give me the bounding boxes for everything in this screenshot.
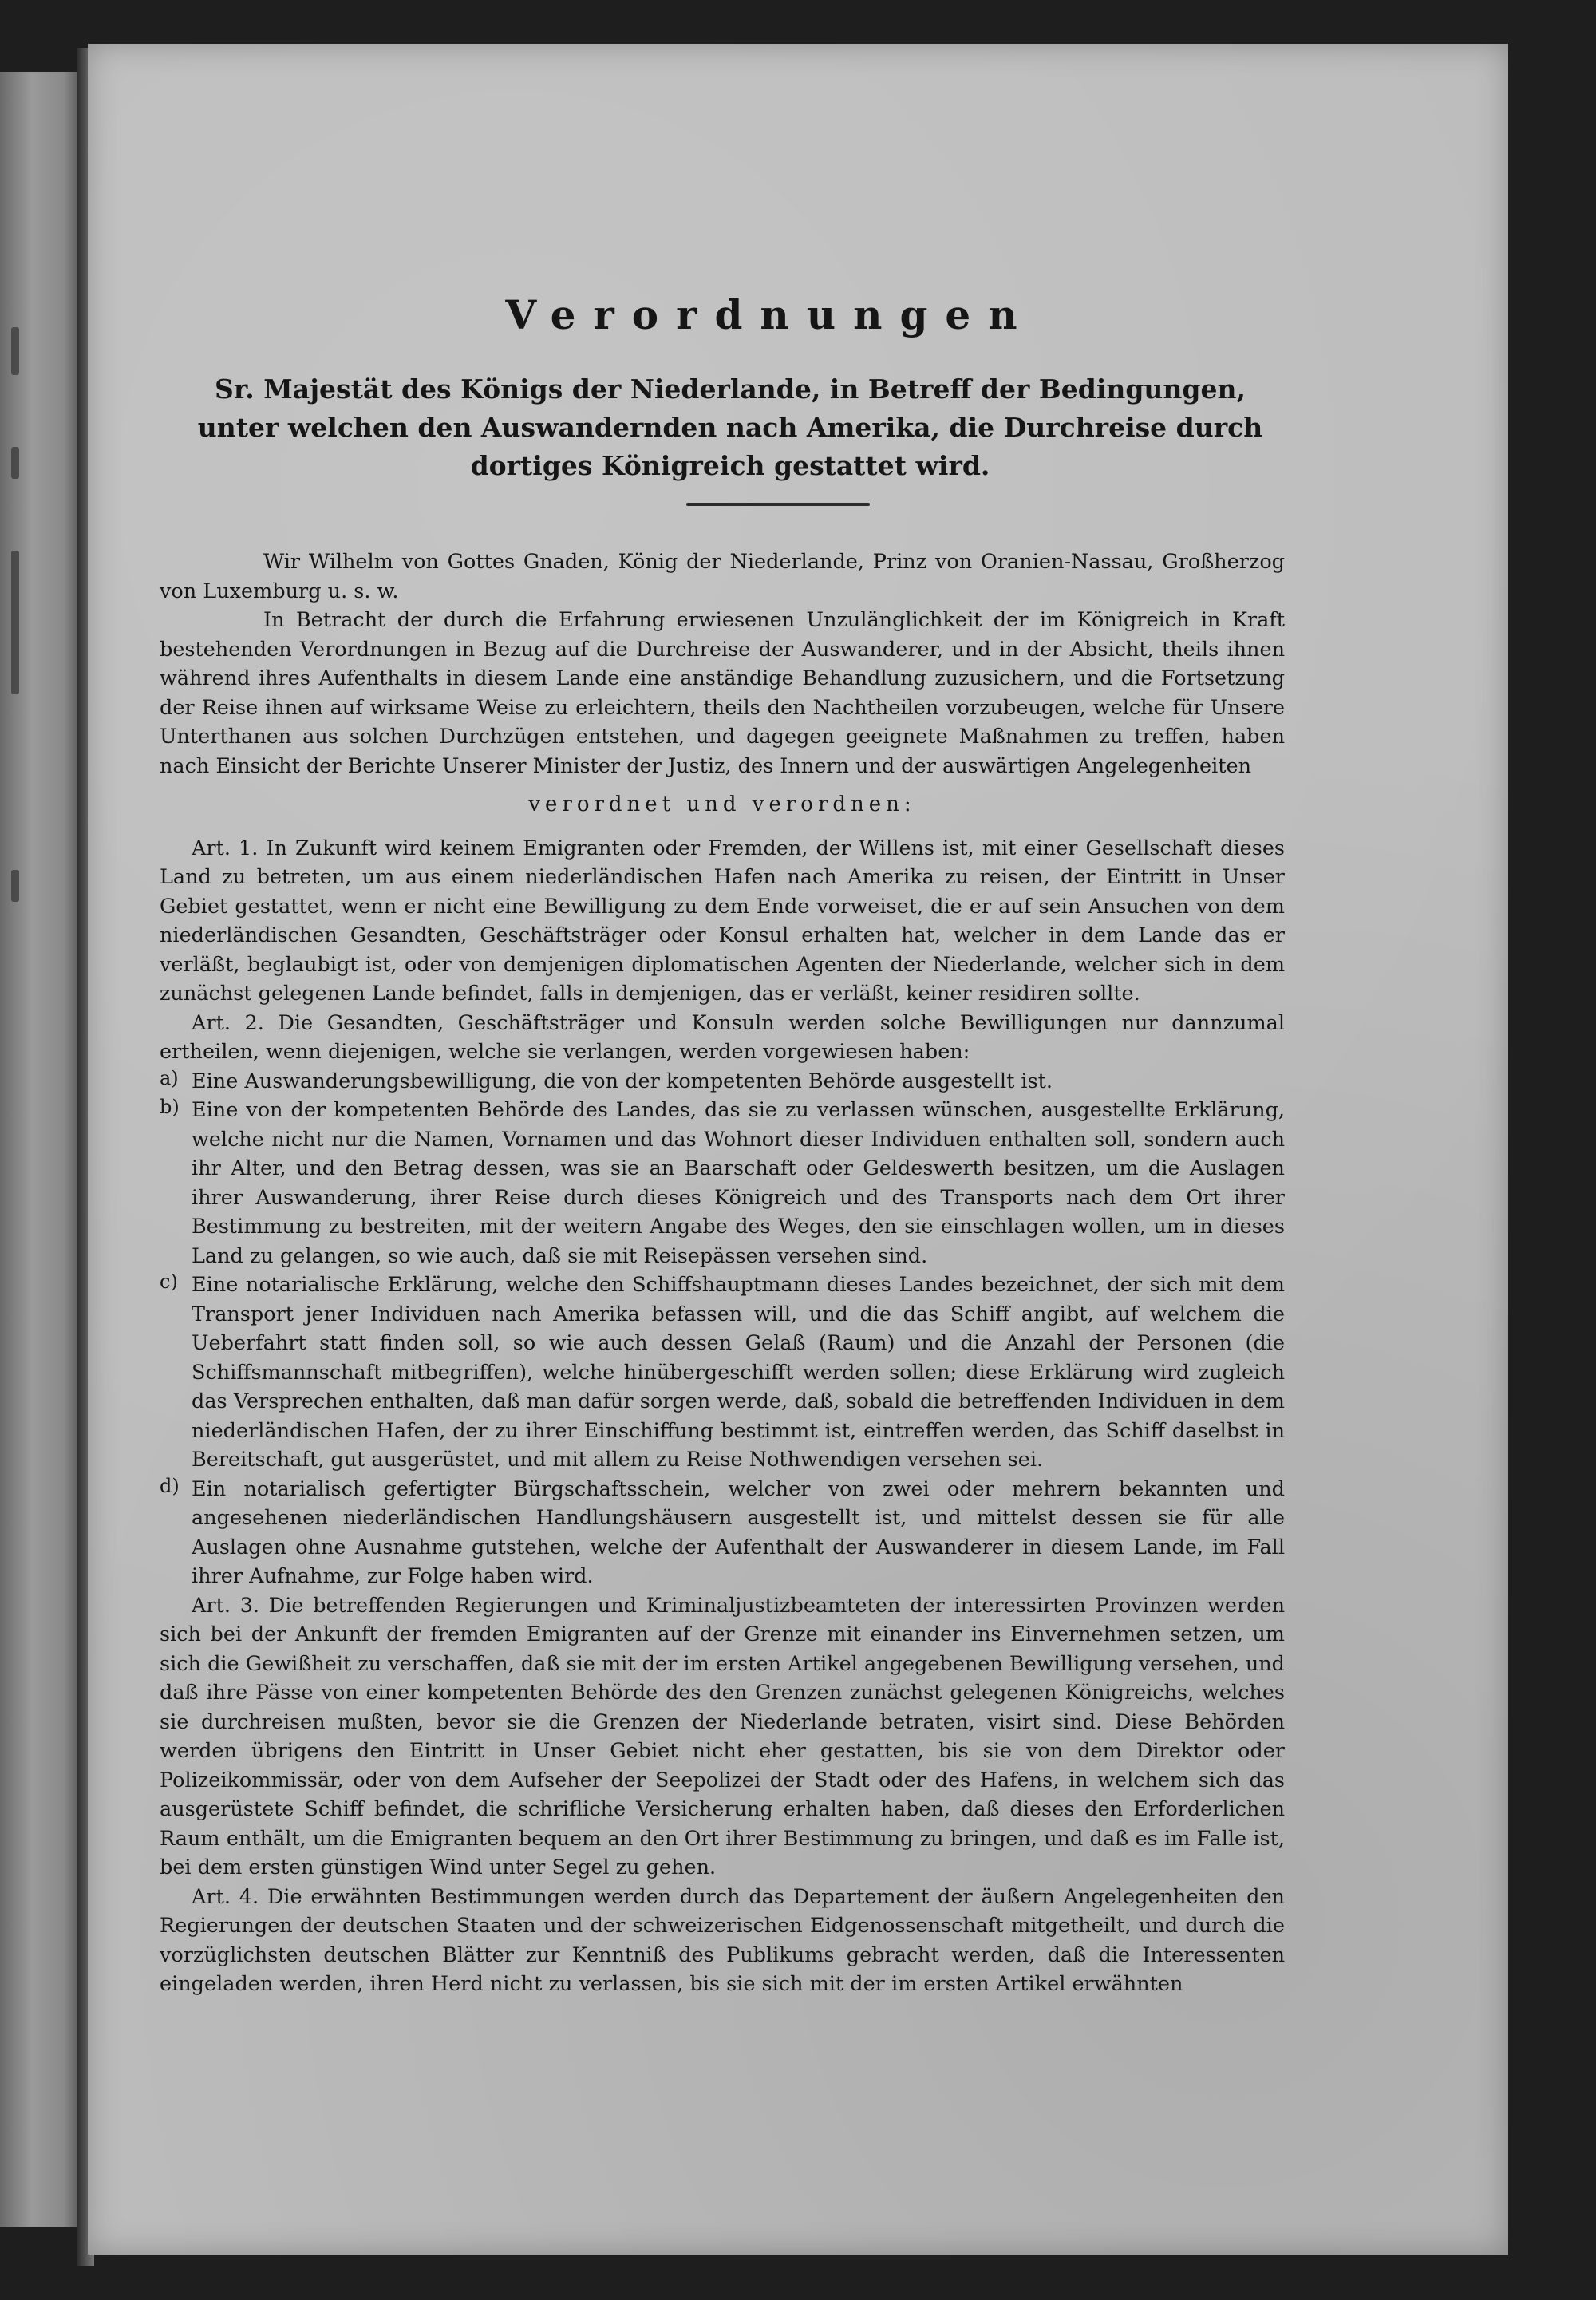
item-text: Eine Auswanderungsbewilligung, die von der kompetenten Behörde ausgestellt ist. [192,1069,1053,1093]
article-4: Art. 4. Die erwähnten Bestimmungen werden durch das Departement der äußern Angelegenheiten den Regierungen der deutschen Staaten und der schweizerischen Eidgenossenschaft mitgetheilt, und durch die vorzüglichsten deutschen Blätter zur Kenntniß des Publikums gebracht werden, daß die Interessenten eingeladen werden, ihren Herd nicht zu verlassen, bis sie sich mit der im ersten Artikel erwähnten [160,1884,1285,1996]
item-text: Ein notarialisch gefertigter Bürgschaftsschein, welcher von zwei oder mehrern bekannten und angesehenen niederländischen Handlungshäusern ausgestellt ist, und mittelst dessen sie für alle Auslagen ohne Ausnahme gutstehen, welche der Aufenthalt der Auswanderer in diesem Lande, im Fall ihrer Aufnahme, zur Folge haben wird. [192,1476,1285,1588]
article-2: Art. 2. Die Gesandten, Geschäftsträger und Konsuln werden solche Bewilligungen nur dannzumal ertheilen, wenn diejenigen, welche sie verlangen, werden vorgewiesen haben: [160,1010,1285,1064]
item-label: b) [160,1096,180,1118]
list-item [160,1271,1285,1475]
list-item [160,1475,1285,1591]
document-subtitle: Sr. Majestät des Königs der Niederlande, in Betreff der Bedingungen, unter welchen den Auswandernden nach Amerika, die Durchreise durch dortiges Königreich gestattet wird. [197,373,1263,481]
document-sheet [88,44,1508,2255]
decree-heading: verordnet und verordnen: [528,792,916,816]
list-item [160,1067,1285,1097]
intro-paragraph: Wir Wilhelm von Gottes Gnaden, König der Niederlande, Prinz von Oranien-Nassau, Großherzog von Luxemburg u. s. w. [160,550,1285,603]
article-1: Art. 1. In Zukunft wird keinem Emigranten oder Fremden, der Willens ist, mit einer Gesellschaft dieses Land zu betreten, um aus einem niederländischen Hafen nach Amerika zu reisen, der Eintritt in Unser Gebiet gestattet, wenn er nicht eine Bewilligung zu dem Ende vorweiset, die er auf sein Ansuchen von dem niederländischen Gesandten, Geschäftsträger oder Konsul erhalten hat, welcher in dem Lande das er verläßt, beglaubigt ist, oder von demjenigen diplomatischen Agenten der Niederlande, welcher sich in dem zunächst gelegenen Lande befindet, falls in demjenigen, das er verläßt, keiner residiren sollte. [160,836,1285,1006]
item-text: Eine von der kompetenten Behörde des Landes, das sie zu verlassen wünschen, ausgestellte Erklärung, welche nicht nur die Namen, Vornamen und das Wohnort dieser Individuen enthalten soll, sondern auch ihr Alter, und den Betrag dessen, was sie an Baarschaft oder Geldeswerth besitzen, um die Auslagen ihrer Auswanderung, ihrer Reise durch dieses Königreich und des Transports nach dem Ort ihrer Bestimmung zu bestreiten, mit der weitern Angabe des Weges, den sie einschlagen wollen, um in dieses Land zu gelangen, so wie auch, daß sie mit Reisepässen versehen sind. [192,1098,1285,1268]
item-label: c) [160,1271,178,1293]
document-title: Verordnungen [505,291,1035,338]
document-body [160,243,1285,1999]
list-item [160,1096,1285,1271]
item-text: Eine notarialische Erklärung, welche den Schiffshauptmann dieses Landes bezeichnet, der sich mit dem Transport jener Individuen nach Amerika befassen will, und die das Schiff angibt, auf welchem die Ueberfahrt statt finden soll, so wie auch dessen Gelaß (Raum) und die Anzahl der Personen (die Schiffsmannschaft mitbegriffen), welche hinübergeschifft werden sollen; diese Erklärung wird zugleich das Versprechen enthalten, daß man dafür sorgen werde, daß, sobald die betreffenden Individuen in dem niederländischen Hafen, der zu ihrer Einschiffung bestimmt ist, eintreffen werden, das Schiff daselbst in Bereitschaft, gut ausgerüstet, und mit allem zu Reise Nothwendigen versehen sei. [192,1273,1285,1472]
preamble-paragraph: In Betracht der durch die Erfahrung erwiesenen Unzulänglichkeit der im Königreich in Kraft bestehenden Verordnungen in Bezug auf die Durchreise der Auswanderer, und in der Absicht, theils ihnen während ihres Aufenthalts in diesem Lande eine anständige Behandlung zuzusichern, und die Fortsetzung der Reise ihnen auf wirksame Weise zu erleichtern, theils den Nachtheilen vorzubeugen, welche für Unsere Unterthanen aus solchen Durchzügen entstehen, und dagegen geeignete Maßnahmen zu treffen, haben nach Einsicht der Berichte Unserer Minister der Justiz, des Innern und der auswärtigen Angelegenheiten [160,608,1285,778]
previous-page-edge [0,72,80,2227]
item-label: d) [160,1474,180,1497]
title-divider [686,503,870,506]
article-3: Art. 3. Die betreffenden Regierungen und Kriminaljustizbeamteten der interessirten Provinzen werden sich bei der Ankunft der fremden Emigranten auf der Grenze mit einander ins Einvernehmen setzen, um sich die Gewißheit zu verschaffen, daß sie mit der im ersten Artikel angegebenen Bewilligung versehen, und daß ihre Pässe von einer kompetenten Behörde des den Grenzen zunächst gelegenen Königreichs, welches sie durchreisen mußten, bevor sie die Grenzen der Niederlande betraten, visirt sind. Diese Behörden werden übrigens den Eintritt in Unser Gebiet nicht eher gestatten, bis sie von dem Direktor oder Polizeikommissär, oder von dem Aufseher der Seepolizei der Stadt oder des Hafens, in welchem sich das ausgerüstete Schiff befindet, die schrifliche Versicherung erhalten haben, daß dieses den Erforderlichen Raum enthält, um die Emigranten bequem an den Ort ihrer Bestimmung zu bringen, und daß es im Falle ist, bei dem ersten günstigen Wind unter Segel zu gehen. [160,1593,1285,1879]
item-label: a) [160,1066,179,1089]
